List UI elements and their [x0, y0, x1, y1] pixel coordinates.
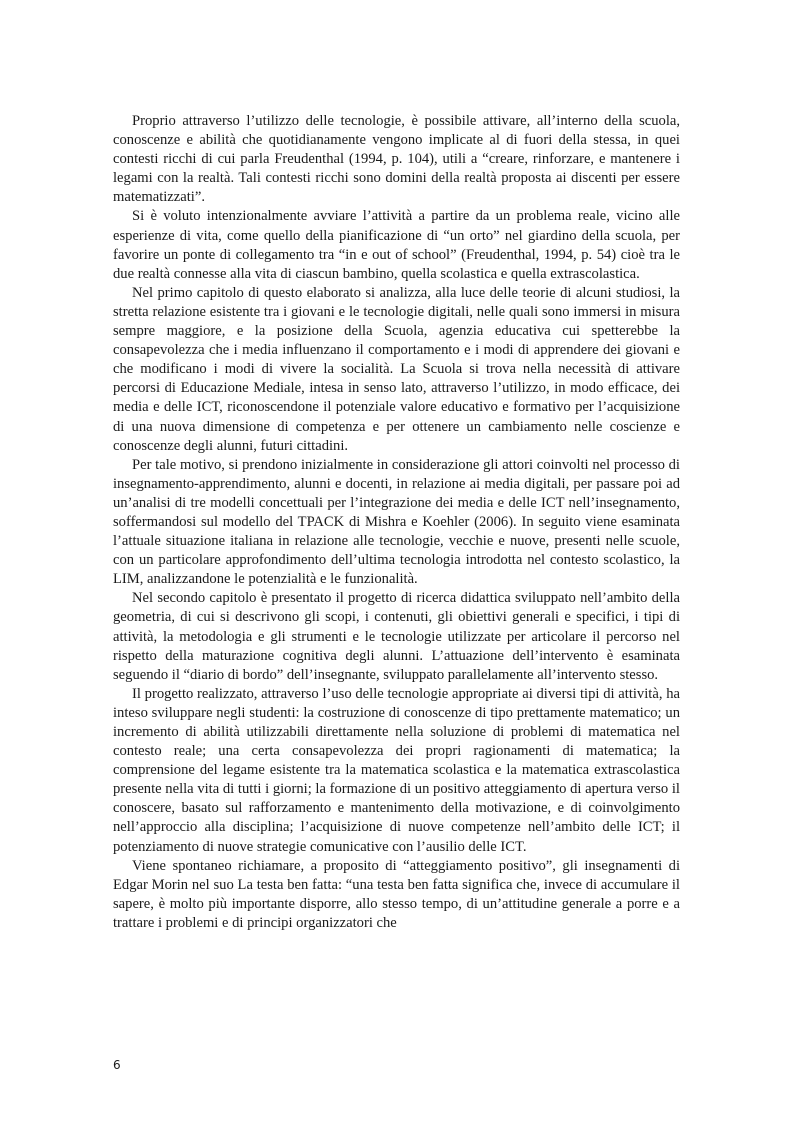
- paragraph-6: Il progetto realizzato, attraverso l’uso delle tecnologie appropriate ai diversi tipi di attività, ha inteso sviluppare negli studenti: la costruzione di conoscenze di tipo prettamente matematico; un incremento di abilità utilizzabili direttamente nella soluzione di problemi di matematica nel contesto reale; una certa consapevolezza dei propri ragionamenti di matematica; la comprensione del legame esistente tra la matematica scolastica e la matematica extrascolastica presente nella vita di tutti i giorni; la formazione di un positivo atteggiamento di apertura verso il conoscere, basato sul rafforzamento e mantenimento della motivazione, e di coinvolgimento nell’approccio alla disciplina; l’acquisizione di nuove competenze nell’ambito delle ICT; il potenziamento di nuove strategie comunicative con l’ausilio delle ICT.: [113, 685, 680, 855]
- paragraph-1: Proprio attraverso l’utilizzo delle tecnologie, è possibile attivare, all’interno della scuola, conoscenze e abilità che quotidianamente vengono implicate al di fuori della stessa, in quei contesti ricchi di cui parla Freudenthal (1994, p. 104), utili a “creare, rinforzare, e mantenere i legami con la realtà. Tali contesti ricchi sono domini della realtà proposta ai discenti per essere matematizzati”.: [113, 113, 680, 206]
- body-text: [113, 112, 680, 933]
- paragraph-5: Nel secondo capitolo è presentato il progetto di ricerca didattica sviluppato nell’ambito della geometria, di cui si descrivono gli scopi, i contenuti, gli obiettivi generali e specifici, i tipi di attività, la metodologia e gli strumenti e le tecnologie utilizzate per articolare il percorso nel rispetto della maturazione cognitiva degli alunni. L’attuazione dell’intervento è esaminata seguendo il “diario di bordo” dell’insegnante, sviluppato parallelamente all’intervento stesso.: [113, 590, 680, 683]
- paragraph-3: Nel primo capitolo di questo elaborato si analizza, alla luce delle teorie di alcuni studiosi, la stretta relazione esistente tra i giovani e le tecnologie digitali, nelle quali sono immersi in misura sempre maggiore, e la posizione della Scuola, agenzia educativa cui spetterebbe la consapevolezza che i media influenzano il comportamento e i modi di apprendere dei giovani e che modificano i modi di vivere la socialità. La Scuola si trova nella necessità di attivare percorsi di Educazione Mediale, intesa in senso lato, attraverso l’utilizzo, in modo efficace, dei media e delle ICT, riconoscendone il potenziale valore educativo e formativo per l’acquisizione di una nuova dimensione di competenza e per ottenere un cambiamento nelle coscienze e conoscenze degli alunni, futuri cittadini.: [113, 284, 680, 454]
- paragraph-7: Viene spontaneo richiamare, a proposito di “atteggiamento positivo”, gli insegnamenti di Edgar Morin nel suo La testa ben fatta: “una testa ben fatta significa che, invece di accumulare il sapere, è molto più importante disporre, allo stesso tempo, di un’attitudine generale a porre e a trattare i problemi e di principi organizzatori che: [113, 857, 680, 931]
- page-number: 6: [113, 1058, 121, 1072]
- paragraph-2: Si è voluto intenzionalmente avviare l’attività a partire da un problema reale, vicino alle esperienze di vita, come quello della pianificazione di “un orto” nel giardino della scuola, per favorire un ponte di collegamento tra “in e out of school” (Freudenthal, 1994, p. 54) cioè tra le due realtà connesse alla vita di ciascun bambino, quella scolastica e quella extrascolastica.: [113, 208, 680, 282]
- paragraph-4: Per tale motivo, si prendono inizialmente in considerazione gli attori coinvolti nel processo di insegnamento-apprendimento, alunni e docenti, in relazione ai media digitali, per passare poi ad un’analisi di tre modelli concettuali per l’integrazione dei media e delle ICT nell’insegnamento, soffermandosi sul modello del TPACK di Mishra e Koehler (2006). In seguito viene esaminata l’attuale situazione italiana in relazione alle tecnologie, vecchie e nuove, presenti nelle scuole, con un particolare approfondimento dell’ultima tecnologia introdotta nel contesto scolastico, la LIM, analizzandone le potenzialità e le funzionalità.: [113, 456, 680, 588]
